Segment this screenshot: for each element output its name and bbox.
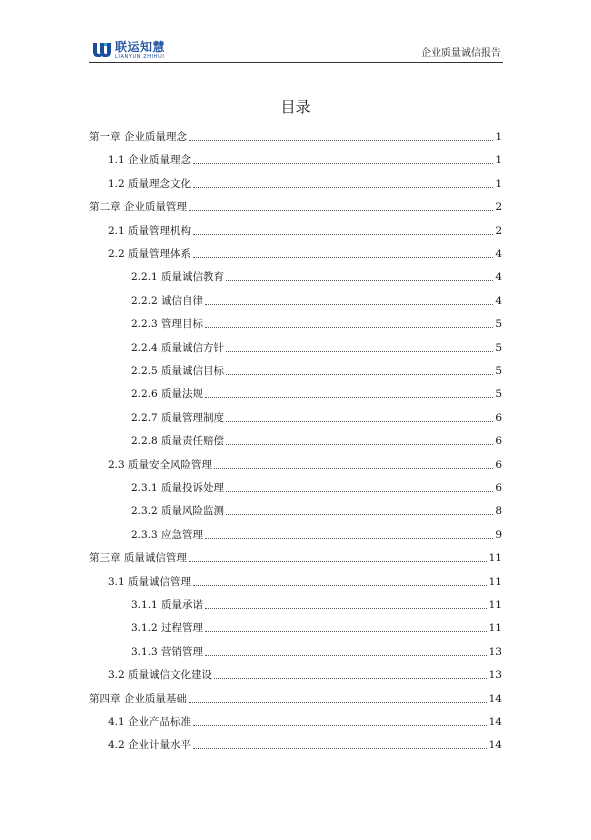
toc-page-number: 11 [488,622,502,634]
toc-entry-title: 2.3 质量安全风险管理 [108,459,213,471]
toc-page-number: 1 [495,178,502,190]
toc-entry-level-3[interactable] [131,339,502,355]
toc-page-number: 11 [488,599,502,611]
toc-entry-level-3[interactable] [131,362,502,378]
toc-entry-title: 2.2 质量管理体系 [108,248,192,260]
toc-entry-level-1[interactable] [89,198,502,214]
toc-dot-leader [193,163,493,164]
toc-dot-leader [226,491,493,492]
toc-dot-leader [189,140,493,141]
toc-dot-leader [205,631,487,632]
toc-page-number: 11 [488,576,502,588]
toc-page-number: 13 [488,669,502,681]
toc-entry-level-3[interactable] [131,479,502,495]
toc-dot-leader [214,678,487,679]
toc-entry-title: 2.2.4 质量诚信方针 [131,342,225,354]
toc-dot-leader [193,257,493,258]
toc-entry-level-3[interactable] [131,292,502,308]
toc-heading: 目录 [280,98,311,116]
toc-page-number: 4 [495,271,502,283]
toc-entry-level-3[interactable] [131,268,502,284]
toc-entry-title: 2.2.8 质量责任赔偿 [131,435,225,447]
toc-entry-title: 2.3.2 质量风险监测 [131,505,225,517]
logo-chinese-name: 联运知慧 [115,40,166,54]
toc-page-number: 6 [495,482,502,494]
toc-entry-level-1[interactable] [89,549,502,565]
toc-entry-level-3[interactable] [131,502,502,518]
toc-page-number: 14 [488,716,502,728]
toc-entry-title: 4.1 企业产品标准 [108,716,192,728]
toc-entry-level-3[interactable] [131,619,502,635]
toc-entry-level-3[interactable] [131,526,502,542]
toc-dot-leader [205,327,493,328]
toc-entry-level-3[interactable] [131,409,502,425]
document-title: 企业质量诚信报告 [421,48,501,59]
toc-entry-title: 3.1.2 过程管理 [131,622,204,634]
toc-entry-level-3[interactable] [131,643,502,659]
toc-dot-leader [189,210,493,211]
toc-page-number: 6 [495,435,502,447]
toc-page-number: 14 [488,739,502,751]
toc-page-number: 8 [495,505,502,517]
toc-entry-title: 3.1.1 质量承诺 [131,599,204,611]
toc-page-number: 11 [488,552,502,564]
toc-entry-level-3[interactable] [131,432,502,448]
toc-entry-title: 3.2 质量诚信文化建设 [108,669,213,681]
toc-dot-leader [226,374,493,375]
toc-page-number: 2 [495,201,502,213]
toc-entry-title: 2.2.5 质量诚信目标 [131,365,225,377]
toc-page-number: 1 [495,131,502,143]
toc-dot-leader [193,234,493,235]
toc-dot-leader [193,187,493,188]
toc-dot-leader [226,444,493,445]
toc-dot-leader [205,538,493,539]
toc-entry-title: 2.3.1 质量投诉处理 [131,482,225,494]
toc-entry-level-2[interactable] [108,175,502,191]
toc-entry-title: 第四章 企业质量基础 [89,693,187,705]
toc-entry-title: 3.1.3 营销管理 [131,646,204,658]
toc-dot-leader [205,655,487,656]
toc-entry-title: 2.2.2 诚信自律 [131,295,204,307]
toc-dot-leader [214,468,493,469]
toc-dot-leader [193,585,487,586]
toc-dot-leader [193,725,487,726]
toc-entry-title: 4.2 企业计量水平 [108,739,192,751]
toc-entry-title: 第二章 企业质量管理 [89,201,187,213]
toc-dot-leader [226,280,493,281]
toc-entry-level-2[interactable] [108,713,502,729]
toc-entry-title: 2.2.1 质量诚信教育 [131,271,225,283]
toc-entry-title: 2.2.6 质量法规 [131,388,204,400]
toc-page-number: 5 [495,365,502,377]
toc-dot-leader [226,351,493,352]
toc-entry-level-2[interactable] [108,245,502,261]
toc-entry-title: 3.1 质量诚信管理 [108,576,192,588]
toc-entry-title: 1.2 质量理念文化 [108,178,192,190]
toc-dot-leader [226,421,493,422]
toc-entry-title: 2.3.3 应急管理 [131,529,204,541]
toc-dot-leader [189,561,487,562]
toc-entry-level-1[interactable] [89,128,502,144]
toc-entry-level-1[interactable] [89,690,502,706]
toc-entry-level-2[interactable] [108,151,502,167]
toc-page-number: 5 [495,388,502,400]
toc-entry-level-2[interactable] [108,222,502,238]
logo-english-name: LIANYUN ZHIHUI [115,54,165,60]
toc-entry-title: 1.1 企业质量理念 [108,154,192,166]
toc-page-number: 2 [495,225,502,237]
toc-page-number: 5 [495,318,502,330]
toc-page-number: 6 [495,459,502,471]
toc-page-number: 14 [488,693,502,705]
toc-dot-leader [205,397,493,398]
toc-dot-leader [226,514,493,515]
toc-page-number: 13 [488,646,502,658]
toc-page-number: 5 [495,342,502,354]
toc-dot-leader [189,702,487,703]
toc-entry-title: 2.2.3 管理目标 [131,318,204,330]
toc-entry-title: 2.2.7 质量管理制度 [131,412,225,424]
toc-dot-leader [193,748,487,749]
toc-entry-level-3[interactable] [131,385,502,401]
toc-dot-leader [205,608,487,609]
toc-page-number: 4 [495,295,502,307]
toc-entry-title: 第三章 质量诚信管理 [89,552,187,564]
toc-entry-level-3[interactable] [131,596,502,612]
toc-page-number: 4 [495,248,502,260]
toc-entry-title: 2.1 质量管理机构 [108,225,192,237]
toc-entry-level-2[interactable] [108,573,502,589]
toc-entry-level-3[interactable] [131,315,502,331]
toc-page-number: 6 [495,412,502,424]
toc-dot-leader [205,304,493,305]
toc-entry-level-2[interactable] [108,666,502,682]
toc-entry-title: 第一章 企业质量理念 [89,131,187,143]
toc-page-number: 9 [495,529,502,541]
toc-entry-level-2[interactable] [108,736,502,752]
toc-page-number: 1 [495,154,502,166]
toc-entry-level-2[interactable] [108,456,502,472]
